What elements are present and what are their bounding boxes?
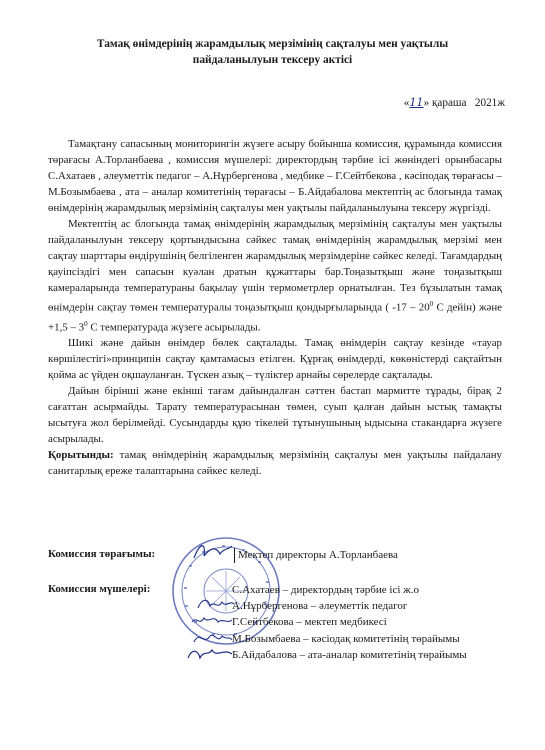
paragraph-1: Тамақтану сапасының мониторингін жүзеге асыру бойынша комиссия, құрамында комиссия төрағасы А.Торланбаева , комиссия мүшелері: директордың тәрбие ісі жөніндегі орынбасары С.Ахатаев , әлеуметтік педагог – А.Нұрбергенова , медбике – Г.Сейтбекова , кәсіподақ төрағасы – М.Бозымбаева , ата – аналар комитетінің төрағасы – Б.Айдабалова мектептің ас блогында тамақ өнімдерінің жарамдылық мерзімінің сақталуы мен уақтылы пайдаланылуына тексеру жүргізді. — [48, 138, 502, 214]
date-day: 11 — [409, 96, 424, 109]
member-1: С.Ахатаев – директордың тәрбие ісі ж.о — [232, 584, 419, 596]
date-open-quote: « — [403, 97, 410, 109]
member-2: А.Нұрбергенова – әлеуметтік педагог — [232, 600, 408, 612]
degree-sup-1: 0 — [429, 300, 434, 308]
document-body — [48, 136, 502, 479]
paragraph-3: Шикі және дайын өнімдер бөлек сақталады. Тамақ өнімдерін сақтау кезінде «тауар көршілестігі»принципін сақтау қамтамасыз етілген. Құрғақ өнімдерді, көкөністерді сақтайтын қойма ас үйден оқшауланған. Түскен азық – түліктер арнайы сөрелерде сақталады. — [48, 337, 502, 382]
paragraph-2-mid: С дейін) және +1,5 – 3 — [48, 301, 502, 334]
date-year: 2021ж — [474, 97, 505, 109]
member-5: Б.Айдабалова – ата-аналар комитетінің төрайымы — [232, 649, 467, 661]
paragraph-2 — [48, 216, 502, 335]
title-line-1: Тамақ өнімдерінің жарамдылық мерзімінің сақталуы мен уақтылы — [96, 38, 449, 50]
paragraph-4: Дайын бірінші және екінші тағам дайындалған сәттен бастап мармитте тұрады, бірақ 2 сағаттан асырмайды. Тарату температурасынан төмен, суып қалған дайын ыстық тамақты ысытуға жол берілмейді. Сусындарды құю тікелей тұтынушының ыдысына стакандарға жүзеге асырылады. — [48, 385, 502, 446]
date-month: » қараша — [423, 97, 467, 109]
member-3-signature-icon — [190, 610, 234, 630]
title-line-2: пайдаланылуын тексеру актісі — [192, 54, 353, 66]
chair-label: Комиссия төрағымы: — [48, 548, 156, 560]
conclusion-label: Қорытынды: — [48, 449, 114, 462]
member-5-signature-icon — [186, 644, 234, 664]
document-date — [404, 96, 505, 110]
members-label: Комиссия мүшелері: — [48, 583, 151, 595]
conclusion-text: тамақ өнімдерінің жарамдылық мерзімінің сақталуы мен уақтылы пайдалану санитарлық ереже талаптарына сәйкес келеді. — [48, 449, 502, 478]
degree-sup-2: 0 — [84, 319, 88, 328]
conclusion — [48, 447, 502, 479]
document-title — [40, 36, 505, 68]
chair-signature-icon — [192, 538, 234, 564]
member-4: М.Бозымбаева – кәсіодақ комитетінің төрайымы — [232, 633, 460, 645]
paragraph-2-text: Мектептің ас блогында тамақ өнімдерінің жарамдылық мерзімінің сақталуы мен уақтылы пайдаланылуын тексеру қортындысына сәйкес тамақ өнімдерінің жарамдылық мерзімі мен сақтау шарттары өндірушінің белгіленген жарамдылық мерзімдеріне сәйкес келеді. Тағамдардың қауіпсіздігі мен сапасын куәлан дратын құжаттары бар.Тоңазытқыш және тоңазытқыш камераларында температураны бақылау үшін термометрлер орнатылған. Тез бұзылатын тамақ өнімдерін сақтау төмен температуралы тоңазытқыш қондырғыларында ( -17 – 20 — [48, 218, 502, 314]
paragraph-2-end: С температурада жүзеге асырылады. — [87, 321, 261, 334]
member-3: Г.Сейтбекова – мектеп медбикесі — [232, 616, 387, 628]
chair-name: Мектеп директоры А.Торланбаева — [234, 548, 398, 563]
